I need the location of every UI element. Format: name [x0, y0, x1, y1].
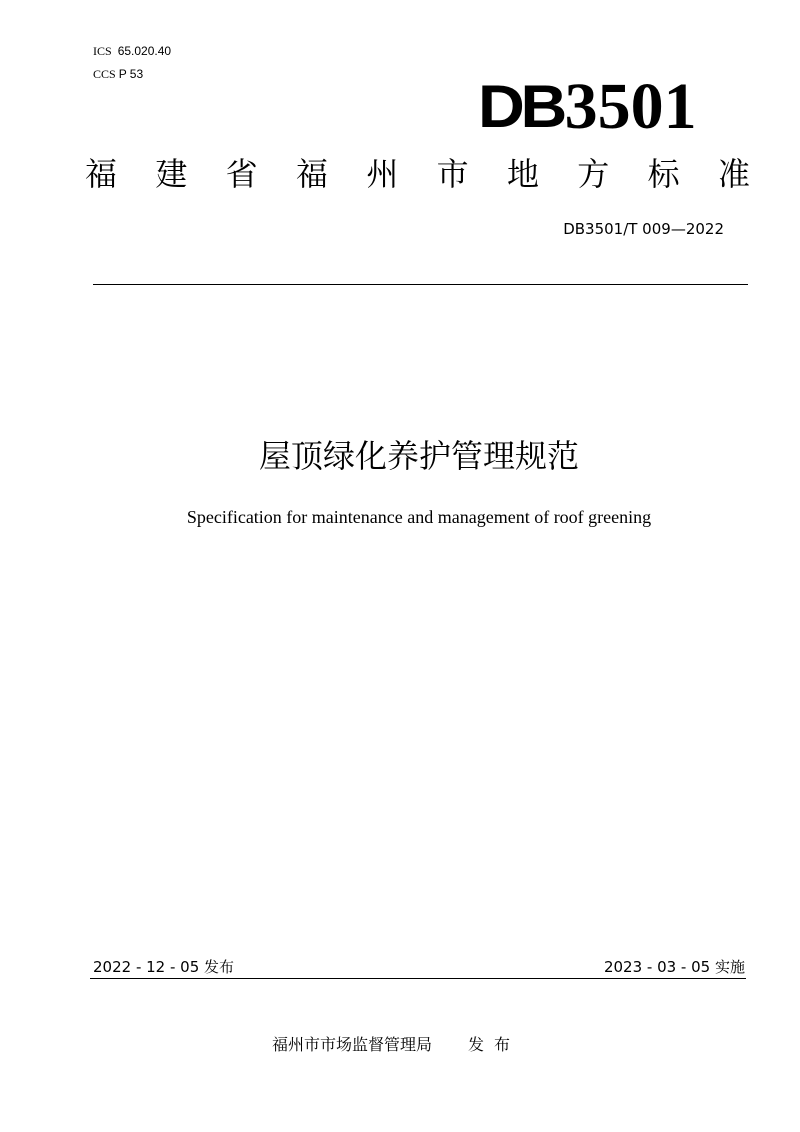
header-divider — [93, 284, 748, 285]
heading-char: 建 — [155, 155, 188, 193]
ccs-label: CCS — [93, 67, 116, 81]
issuer-name: 福州市市场监督管理局 — [272, 1035, 433, 1054]
heading-char: 福 — [295, 155, 328, 193]
publish-label: 发布 — [204, 958, 235, 976]
standard-type-heading — [85, 150, 750, 198]
ics-code: 65.020.40 — [117, 44, 172, 58]
ccs-code: P 53 — [118, 67, 144, 81]
heading-char: 标 — [647, 155, 680, 193]
document-title-chinese: 屋顶绿化养护管理规范 — [258, 437, 579, 475]
standard-mark-logo — [478, 70, 730, 143]
mark-prefix: DB — [478, 73, 563, 140]
ics-label: ICS — [93, 44, 112, 58]
heading-char: 福 — [85, 155, 118, 193]
publish-date-value: 2022 - 12 - 05 — [93, 958, 200, 976]
heading-char: 方 — [577, 155, 610, 193]
mark-number: 3501 — [564, 70, 697, 143]
heading-char: 地 — [506, 155, 539, 193]
issuing-authority — [272, 1034, 520, 1056]
heading-char: 准 — [717, 155, 750, 193]
effective-date-value: 2023 - 03 - 05 — [603, 958, 711, 976]
heading-char: 市 — [436, 155, 469, 193]
publish-date — [93, 956, 234, 978]
standard-number: DB3501/T 009—2022 — [563, 220, 724, 238]
effective-label: 实施 — [714, 958, 745, 976]
effective-date — [604, 956, 745, 978]
classification-codes — [93, 40, 171, 86]
ics-code-row — [93, 40, 171, 63]
document-title-english: Specification for maintenance and management of roof greening — [186, 507, 652, 527]
ccs-code-row — [93, 63, 171, 86]
heading-char: 州 — [366, 155, 399, 193]
heading-char: 省 — [225, 155, 258, 193]
issuer-verb: 发布 — [468, 1035, 521, 1054]
footer-divider — [90, 978, 746, 979]
